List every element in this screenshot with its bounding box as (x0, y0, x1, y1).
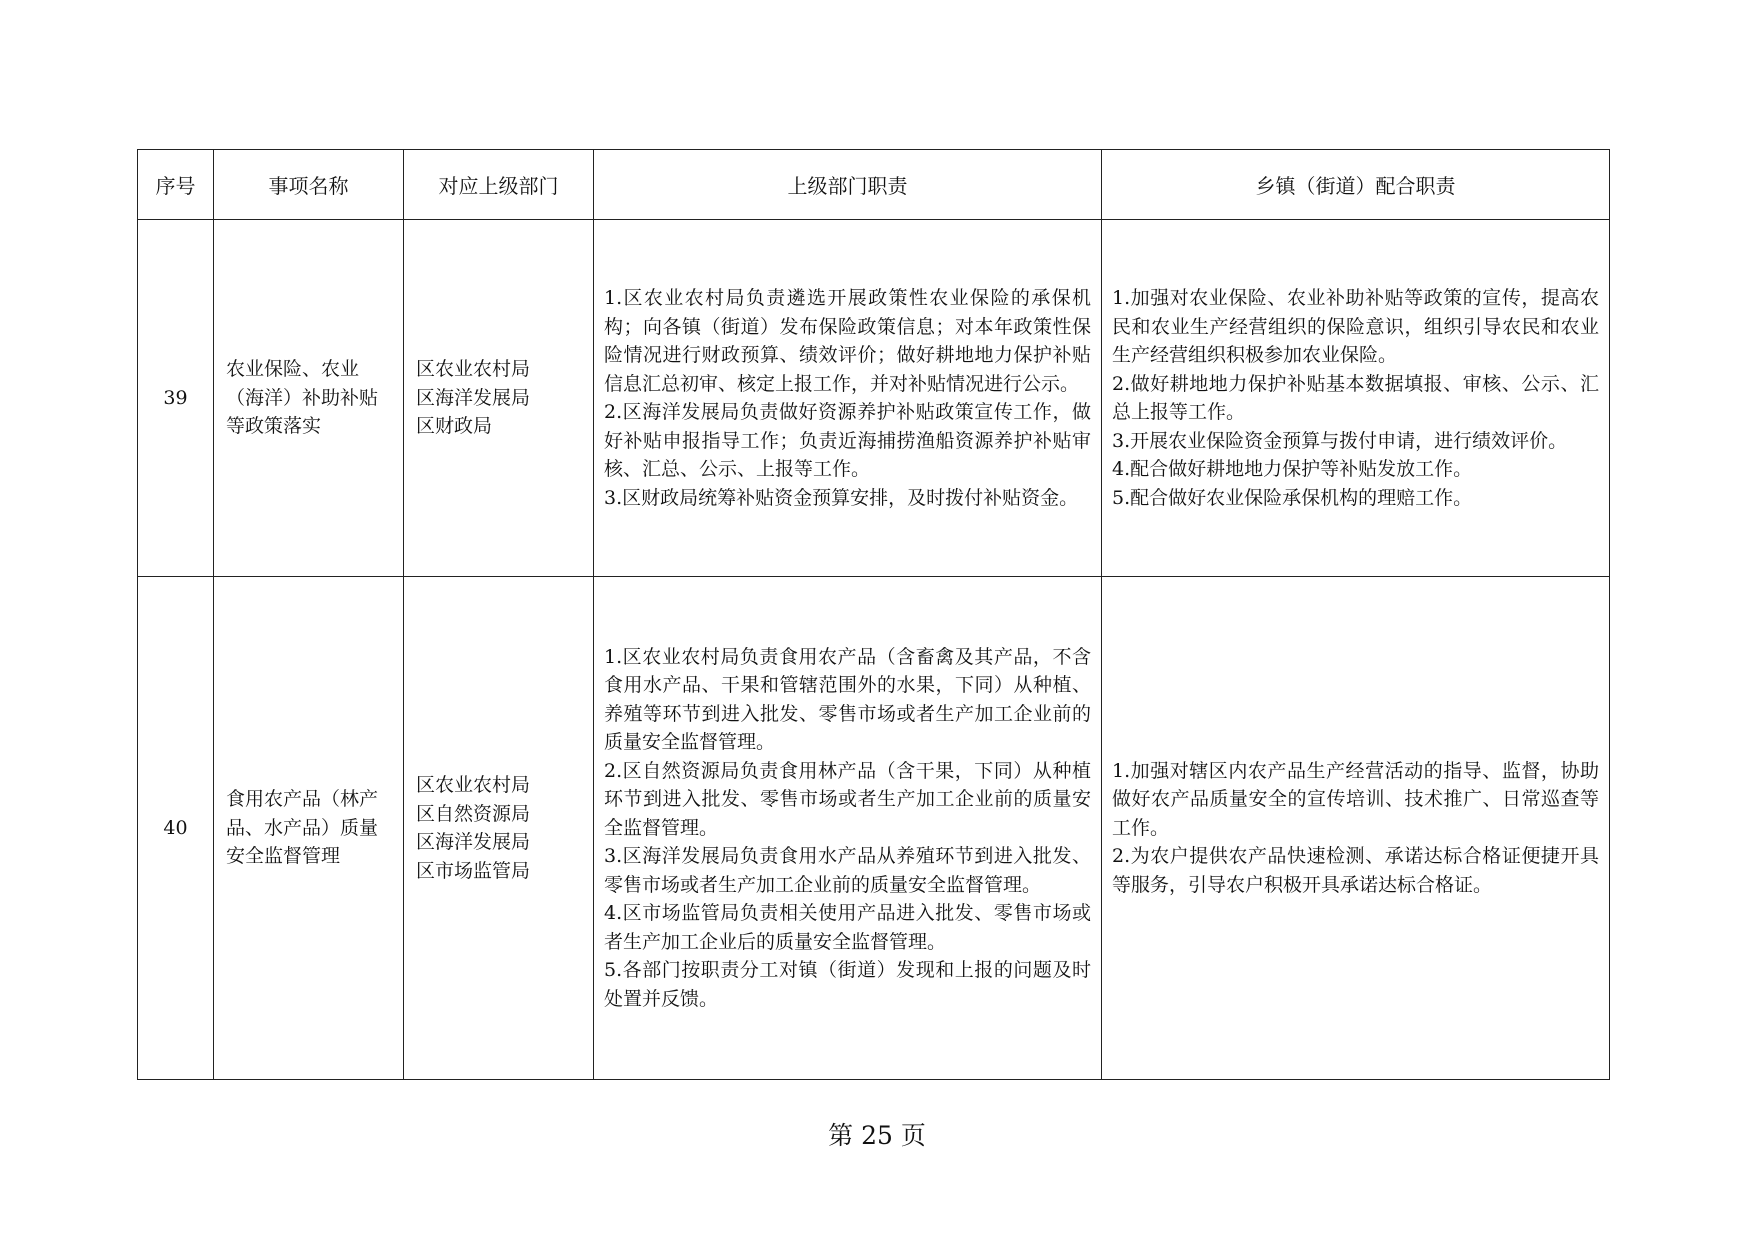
header-town-duties: 乡镇（街道）配合职责 (1102, 150, 1610, 220)
duty-item: 3.区海洋发展局负责食用水产品从养殖环节到进入批发、零售市场或者生产加工企业前的质量安全监督管理。 (604, 845, 1091, 896)
item-name: 食用农产品（林产品、水产品）质量安全监督管理 (214, 577, 404, 1080)
department-list (404, 220, 594, 577)
department-item: 区海洋发展局 (416, 386, 531, 409)
duty-item: 3.开展农业保险资金预算与拨付申请，进行绩效评价。 (1112, 429, 1568, 452)
duty-item: 1.加强对辖区内农产品生产经营活动的指导、监督，协助做好农产品质量安全的宣传培训、技术推广、日常巡查等工作。 (1112, 759, 1599, 839)
duty-item: 2.区海洋发展局负责做好资源养护补贴政策宣传工作，做好补贴申报指导工作；负责近海捕捞渔船资源养护补贴审核、汇总、公示、上报等工作。 (604, 401, 1091, 480)
table-row (138, 577, 1610, 1080)
department-item: 区财政局 (416, 415, 493, 438)
duty-item: 5.配合做好农业保险承保机构的理赔工作。 (1112, 486, 1473, 509)
duty-item: 2.为农户提供农产品快速检测、承诺达标合格证便捷开具等服务，引导农户积极开具承诺达标合格证。 (1112, 845, 1599, 896)
duty-item: 4.配合做好耕地地力保护等补贴发放工作。 (1112, 458, 1473, 480)
duty-item: 1.区农业农村局负责食用农产品（含畜禽及其产品，不含食用水产品、干果和管辖范围外的水果，下同）从种植、养殖等环节到进入批发、零售市场或者生产加工企业前的质量安全监督管理。 (604, 645, 1091, 754)
department-list (404, 577, 594, 1080)
header-department: 对应上级部门 (404, 150, 594, 220)
upper-duties-cell (594, 220, 1102, 577)
duty-item: 3.区财政局统筹补贴资金预算安排，及时拨付补贴资金。 (604, 486, 1079, 509)
duty-item: 2.做好耕地地力保护补贴基本数据填报、审核、公示、汇总上报等工作。 (1112, 372, 1599, 423)
header-row (138, 150, 1610, 220)
page-number: 第 25 页 (828, 1121, 926, 1150)
department-item: 区农业农村局 (416, 774, 531, 796)
upper-duties-cell (594, 577, 1102, 1080)
duty-table (137, 149, 1610, 1080)
row-number: 40 (138, 577, 214, 1080)
duty-item: 5.各部门按职责分工对镇（街道）发现和上报的问题及时处置并反馈。 (604, 959, 1091, 1010)
row-number: 39 (138, 220, 214, 577)
duty-item: 1.加强对农业保险、农业补助补贴等政策的宣传，提高农民和农业生产经营组织的保险意识，组织引导农民和农业生产经营组织积极参加农业保险。 (1112, 287, 1599, 366)
header-upper-duties: 上级部门职责 (594, 150, 1102, 220)
table-row (138, 220, 1610, 577)
duty-item: 1.区农业农村局负责遴选开展政策性农业保险的承保机构；向各镇（街道）发布保险政策信息；对本年政策性保险情况进行财政预算、绩效评价；做好耕地地力保护补贴信息汇总初审、核定上报工作，并对补贴情况进行公示。 (604, 287, 1091, 395)
town-duties-cell (1102, 220, 1610, 577)
item-name: 农业保险、农业（海洋）补助补贴等政策落实 (214, 220, 404, 577)
duty-item: 2.区自然资源局负责食用林产品（含干果，下同）从种植环节到进入批发、零售市场或者生产加工企业前的质量安全监督管理。 (604, 759, 1091, 839)
duty-item: 4.区市场监管局负责相关使用产品进入批发、零售市场或者生产加工企业后的质量安全监督管理。 (604, 902, 1091, 953)
town-duties-cell (1102, 577, 1610, 1080)
header-item-name: 事项名称 (214, 150, 404, 220)
department-item: 区市场监管局 (416, 859, 531, 882)
department-item: 区海洋发展局 (416, 831, 531, 853)
department-item: 区农业农村局 (416, 358, 531, 381)
department-item: 区自然资源局 (416, 802, 531, 825)
header-number: 序号 (138, 150, 214, 220)
